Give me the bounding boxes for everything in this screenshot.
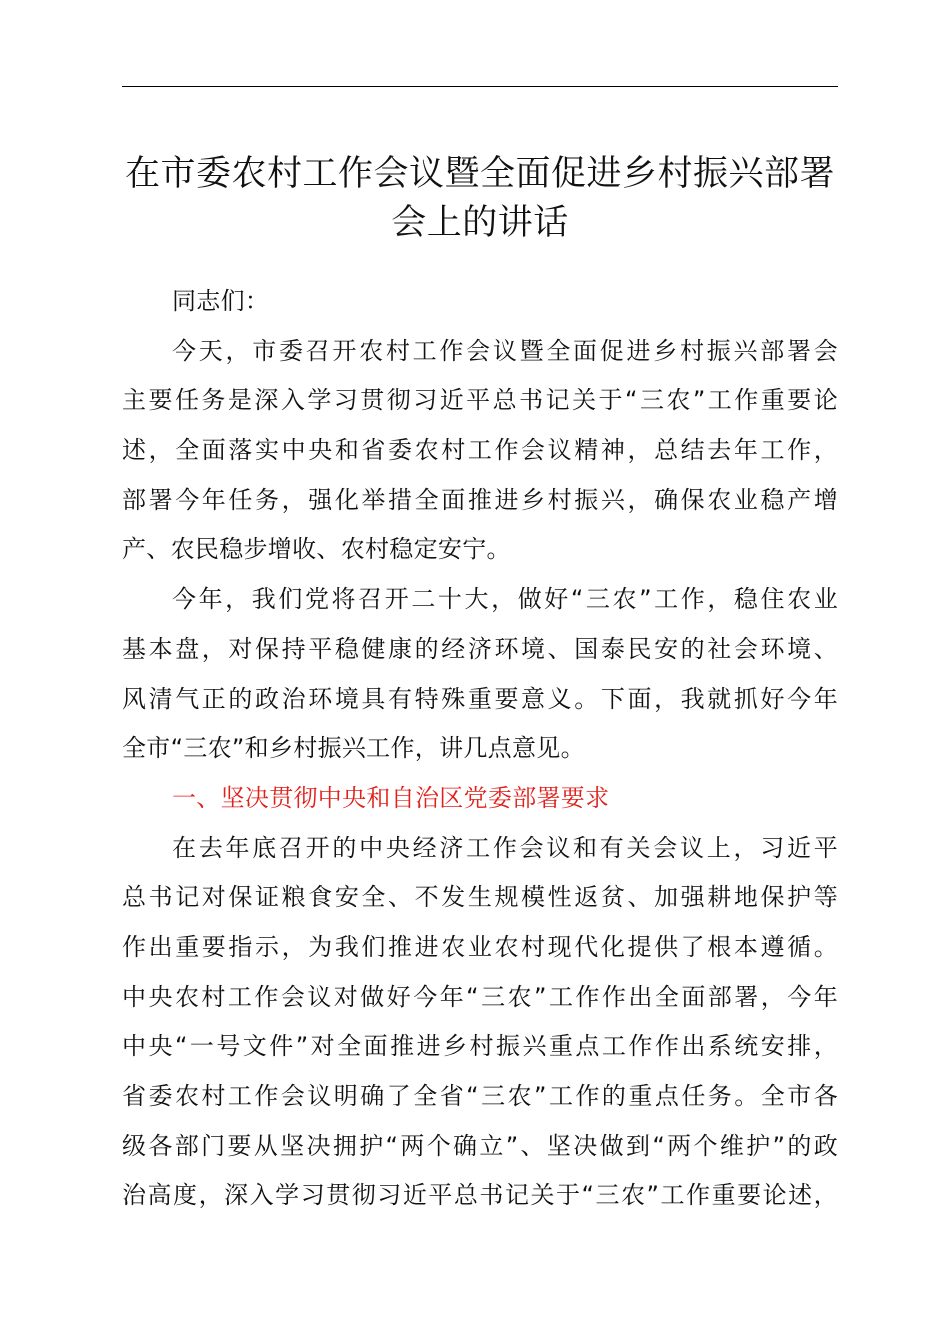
- document-body: [122, 277, 838, 1221]
- paragraph-line: 在去年底召开的中央经济工作会议和有关会议上，习近平: [172, 833, 838, 862]
- title-line: 会上的讲话: [391, 203, 569, 243]
- paragraph-line: 治高度，深入学习贯彻习近平总书记关于“三农”工作重要论述，: [122, 1181, 838, 1210]
- paragraph-line: 部署今年任务，强化举措全面推进乡村振兴，确保农业稳产增: [122, 485, 838, 514]
- paragraph-line: 主要任务是深入学习贯彻习近平总书记关于“三农”工作重要论: [122, 386, 838, 415]
- paragraph-line: 全市“三农”和乡村振兴工作，讲几点意见。: [122, 734, 585, 763]
- paragraph-3: [122, 824, 838, 1222]
- section-heading: 一、坚决贯彻中央和自治区党委部署要求: [172, 783, 610, 812]
- paragraph-2: [122, 575, 838, 774]
- paragraph-line: 风清气正的政治环境具有特殊重要意义。下面，我就抓好今年: [122, 684, 838, 713]
- title-line: 在市委农村工作会议暨全面促进乡村振兴部署: [124, 154, 835, 194]
- header-rule: [122, 86, 838, 87]
- paragraph-line: 产、农民稳步增收、农村稳定安宁。: [122, 535, 511, 564]
- paragraph-line: 级各部门要从坚决拥护“两个确立”、坚决做到“两个维护”的政: [122, 1131, 838, 1160]
- paragraph-line: 作出重要指示，为我们推进农业农村现代化提供了根本遵循。: [122, 932, 838, 961]
- salutation: 同志们：: [172, 287, 270, 315]
- paragraph-line: 省委农村工作会议明确了全省“三农”工作的重点任务。全市各: [122, 1082, 838, 1110]
- paragraph-line: 中央“一号文件”对全面推进乡村振兴重点工作作出系统安排，: [122, 1032, 838, 1061]
- paragraph-line: 总书记对保证粮食安全、不发生规模性返贫、加强耕地保护等: [122, 883, 838, 912]
- paragraph-line: 中央农村工作会议对做好今年“三农”工作作出全面部署，今年: [122, 982, 838, 1011]
- paragraph-line: 述，全面落实中央和省委农村工作会议精神，总结去年工作，: [122, 436, 838, 465]
- paragraph-line: 基本盘，对保持平稳健康的经济环境、国泰民安的社会环境、: [122, 634, 838, 663]
- paragraph-line: 今天，市委召开农村工作会议暨全面促进乡村振兴部署会: [172, 336, 838, 365]
- paragraph-1: [122, 327, 838, 575]
- document-title: [110, 150, 850, 248]
- paragraph-line: 今年，我们党将召开二十大，做好“三农”工作，稳住农业: [172, 585, 838, 614]
